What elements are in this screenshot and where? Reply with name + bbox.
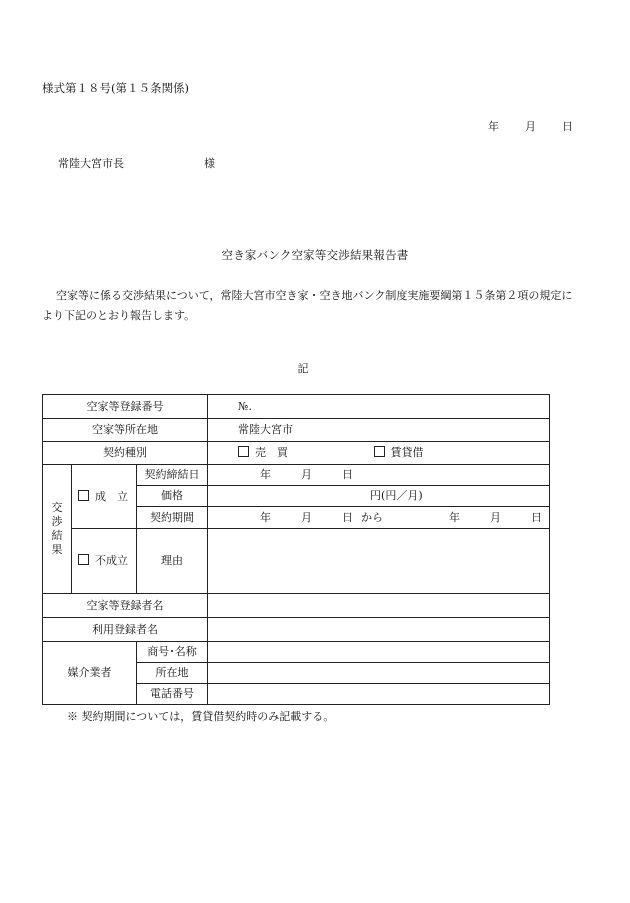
unit-year: 年 — [449, 510, 461, 524]
registration-no-prefix: №. — [238, 399, 252, 413]
negotiation-char: 交 — [51, 501, 63, 514]
contract-date-label: 契約締結日 — [137, 465, 208, 486]
user-value[interactable] — [208, 618, 550, 642]
contract-period-value[interactable] — [208, 507, 550, 529]
addressee — [58, 157, 215, 170]
reason-value[interactable] — [208, 529, 550, 594]
location-value-text: 常陸大宮市 — [238, 423, 294, 437]
location-label: 空家等所在地 — [43, 419, 208, 442]
registration-no-value[interactable] — [208, 395, 550, 419]
lease-label: 賃貸借 — [390, 446, 424, 460]
table-row — [43, 618, 550, 642]
date-month: 月 — [525, 120, 536, 133]
negotiation-char: 渉 — [51, 515, 63, 528]
registrant-value[interactable] — [208, 594, 550, 618]
sale-checkbox[interactable] — [238, 446, 288, 459]
unit-day: 日 — [342, 510, 354, 524]
price-unit: 円(円／月) — [370, 489, 423, 503]
failure-label: 不成立 — [95, 554, 128, 568]
document-title: 空き家バンク空家等交渉結果報告書 — [221, 248, 409, 262]
form-number: 様式第１８号(第１５条関係) — [42, 81, 189, 95]
negotiation-char: 果 — [51, 543, 63, 556]
lease-checkbox[interactable] — [374, 446, 424, 459]
registrant-label: 空家等登録者名 — [43, 594, 208, 618]
unit-month: 月 — [301, 468, 313, 482]
location-value[interactable] — [208, 419, 550, 442]
failure-checkbox[interactable] — [72, 529, 137, 594]
table-row — [43, 642, 550, 663]
negotiation-result-label — [43, 465, 72, 594]
success-label: 成 立 — [95, 489, 128, 503]
broker-address-label: 所在地 — [137, 663, 208, 684]
success-checkbox[interactable] — [72, 465, 137, 529]
addressee-name: 常陸大宮市長 — [58, 157, 124, 170]
date-day: 日 — [562, 120, 573, 133]
table-row — [43, 442, 550, 465]
table-row — [43, 419, 550, 442]
unit-day: 日 — [531, 510, 543, 524]
price-label: 価格 — [137, 486, 208, 507]
footnote: ※ 契約期間については，賃貸借契約時のみ記載する。 — [67, 710, 335, 723]
negotiation-char: 結 — [51, 529, 63, 542]
table-row — [43, 529, 550, 594]
ki-heading: 記 — [297, 362, 309, 375]
sale-label: 売 買 — [255, 446, 289, 460]
contract-date-value[interactable] — [208, 465, 550, 486]
checkbox-icon — [374, 446, 385, 457]
contract-period-label: 契約期間 — [137, 507, 208, 529]
table-row — [43, 594, 550, 618]
unit-year: 年 — [260, 468, 272, 482]
unit-year: 年 — [260, 510, 272, 524]
broker-name-value[interactable] — [208, 642, 550, 663]
broker-phone-value[interactable] — [208, 684, 550, 705]
addressee-honorific: 様 — [204, 157, 215, 170]
checkbox-icon — [78, 554, 89, 565]
registration-no-label: 空家等登録番号 — [43, 395, 208, 419]
date-year: 年 — [488, 120, 499, 133]
body-text: 空家等に係る交渉結果について，常陸大宮市空き家・空き地バンク制度実施要綱第１５条第２項の規定により下記のとおり報告します。 — [42, 289, 573, 322]
broker-address-value[interactable] — [208, 663, 550, 684]
unit-month: 月 — [490, 510, 502, 524]
table-row — [43, 465, 550, 486]
date-line — [488, 120, 573, 133]
broker-phone-label: 電話番号 — [137, 684, 208, 705]
broker-label: 媒介業者 — [43, 642, 137, 705]
unit-month: 月 — [301, 510, 313, 524]
price-value[interactable] — [208, 486, 550, 507]
unit-day: 日 — [342, 468, 354, 482]
checkbox-icon — [238, 446, 249, 457]
unit-from: から — [361, 510, 384, 524]
contract-type-options — [208, 442, 550, 465]
reason-label: 理由 — [137, 529, 208, 594]
table-row — [43, 395, 550, 419]
contract-type-label: 契約種別 — [43, 442, 208, 465]
report-table — [42, 394, 550, 705]
user-label: 利用登録者名 — [43, 618, 208, 642]
checkbox-icon — [78, 490, 89, 501]
broker-name-label: 商号･名称 — [137, 642, 208, 663]
